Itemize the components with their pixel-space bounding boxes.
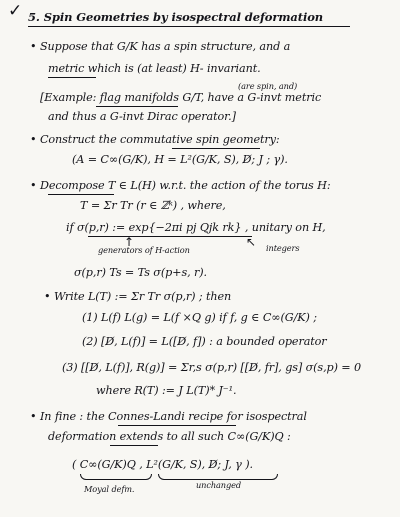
note-annotation: integers [266,243,300,253]
note-line: (A = C∞(G/K), H = L²(G/K, S), D̸; J ; γ). [72,153,288,166]
underline [110,445,158,446]
note-line: (1) L(f) L(g) = L(f ×Q g) if f, g ∈ C∞(G/K) ; [82,311,317,324]
underline [96,106,178,107]
note-line: • Construct the commutative spin geometry: [30,133,280,146]
checkmark-icon: ✓ [8,1,23,21]
note-line: ( C∞(G/K)Q , L²(G/K, S), D̸; J, γ ). [72,458,253,471]
note-line: • Write L(T) := Σr Tr σ(p,r) ; then [44,290,232,303]
arrow-icon: ↖ [246,235,257,249]
note-line: (2) [D̸, L(f)] = L([D̸, f]) : a bounded operator [82,335,327,348]
arrow-icon: ↑ [124,235,135,249]
note-annotation: (are spin, and) [238,81,298,91]
note-line: • Decompose T ∈ L(H) w.r.t. the action of the torus H: [30,179,331,192]
underline [88,236,252,237]
heading-underline [28,26,350,27]
note-line: [Example: flag manifolds G/T, have a G-invt metric [40,91,322,104]
note-line: σ(p,r) Ts = Ts σ(p+s, r). [74,266,207,279]
note-annotation: generators of H-action [98,245,190,255]
note-line: • In fine : the Connes-Landi recipe for isospectral [30,410,307,423]
note-annotation: Moyal defm. [84,484,135,494]
note-annotation: unchanged [196,480,241,490]
underline [118,425,236,426]
underline [48,77,96,78]
note-line: where R(T) := J L(T)* J⁻¹. [96,384,237,397]
note-line: and thus a G-invt Dirac operator.] [48,110,236,123]
note-line: if σ(p,r) := exp{−2πi pj Qjk rk} , unitary on H, [66,221,326,234]
note-line: T = Σr Tr (r ∈ ℤᵏ) , where, [80,199,226,212]
note-line: metric which is (at least) H- invariant. [48,62,261,75]
note-line: deformation extends to all such C∞(G/K)Q : [48,430,291,443]
note-line: (3) [[D̸, L(f)], R(g)] = Σr,s σ(p,r) [[D̸, fr], gs] σ(s,p) = 0 [62,361,362,374]
underline [172,148,260,149]
underline [48,194,114,195]
note-line: • Suppose that G/K has a spin structure, and a [30,40,291,53]
section-heading: 5. Spin Geometries by isospectral deformation [28,10,324,24]
brace [80,474,152,480]
